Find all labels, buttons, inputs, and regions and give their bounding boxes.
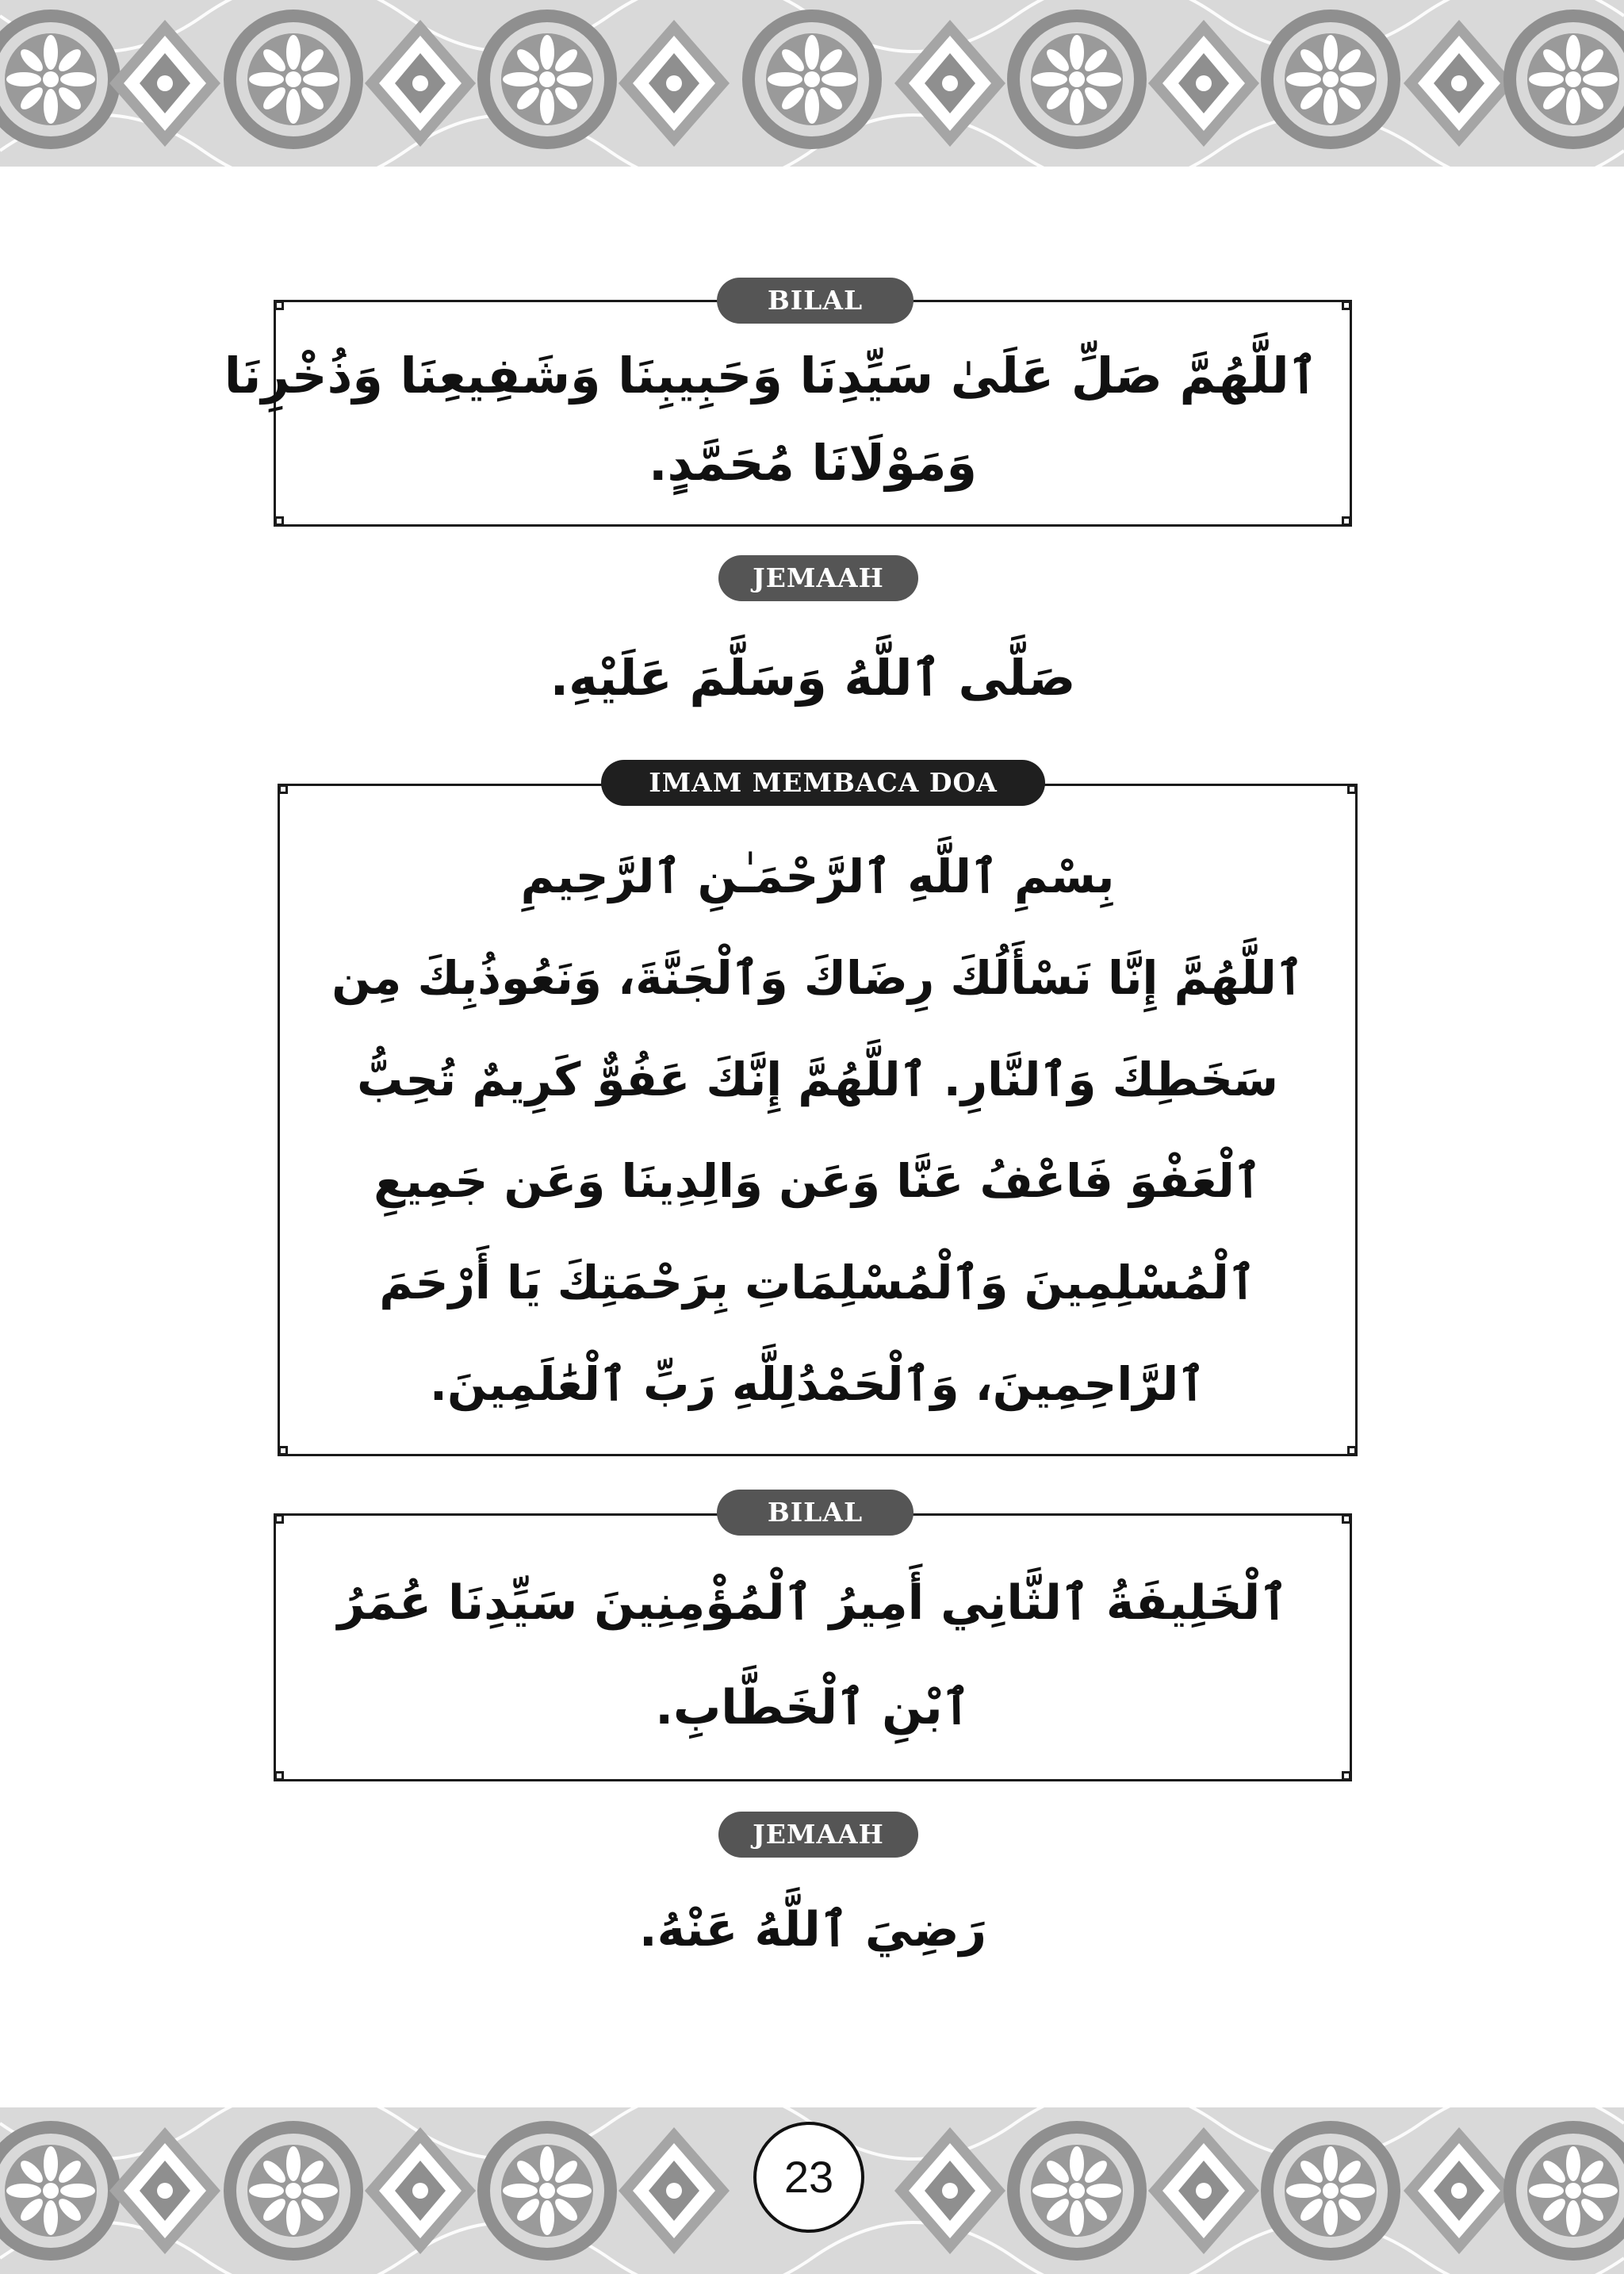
page-number: 23 [753,2122,864,2233]
speaker-label-jemaah-2: JEMAAH [718,1812,918,1858]
text-frame-imam-doa [278,784,1358,1456]
top-ornament-band [0,0,1624,167]
speaker-label-bilal-2: BILAL [717,1490,914,1536]
ornament-pattern-top [0,0,1624,167]
arabic-text-bilal-1: ٱللَّهُمَّ صَلِّ عَلَىٰ سَيِّدِنَا وَحَبِيبِنَا وَشَفِيعِنَا وَذُخْرِنَا وَمَوْلَانَا مُحَمَّدٍ. [224,347,1318,492]
speaker-label-bilal: BILAL [717,278,914,324]
speaker-label-imam: IMAM MEMBACA DOA [601,760,1045,806]
arabic-text-jemaah-2: رَضِيَ ٱللَّهُ عَنْهُ. [638,1902,987,1958]
text-frame-bilal-1 [224,300,1352,527]
arabic-text-bilal-2: ٱلْخَلِيفَةُ ٱلثَّانِي أَمِيرُ ٱلْمُؤْمِنِينَ سَيِّدِنَا عُمَرُ ٱبْنِ ٱلْخَطَّابِ. [337,1575,1289,1735]
text-frame-bilal-2 [274,1513,1352,1781]
arabic-text-jemaah-1: صَلَّى ٱللَّهُ وَسَلَّمَ عَلَيْهِ. [550,649,1076,707]
speaker-label-jemaah: JEMAAH [718,555,918,601]
arabic-text-imam-doa: بِسْمِ ٱللَّهِ ٱلرَّحْمَـٰنِ ٱلرَّحِيمِ ٱللَّهُمَّ إِنَّا نَسْأَلُكَ رِضَاكَ وَٱلْجَنَّةَ، وَنَعُوذُبِكَ مِن سَخَطِكَ وَٱلنَّارِ. ٱللَّهُمَّ إِنَّكَ عَفُوٌّ كَرِيمٌ تُحِبُّ ٱلْعَفْوَ فَاعْفُ عَنَّا وَعَن وَالِدِينَا وَعَن جَمِيعِ ٱلْمُسْلِمِينَ وَٱلْمُسْلِمَاتِ بِرَحْمَتِكَ يَا أَرْحَمَ ٱلرَّاحِمِينَ، وَٱلْحَمْدُلِلَّهِ رَبِّ ٱلْعَٰلَمِينَ. [331,849,1304,1411]
